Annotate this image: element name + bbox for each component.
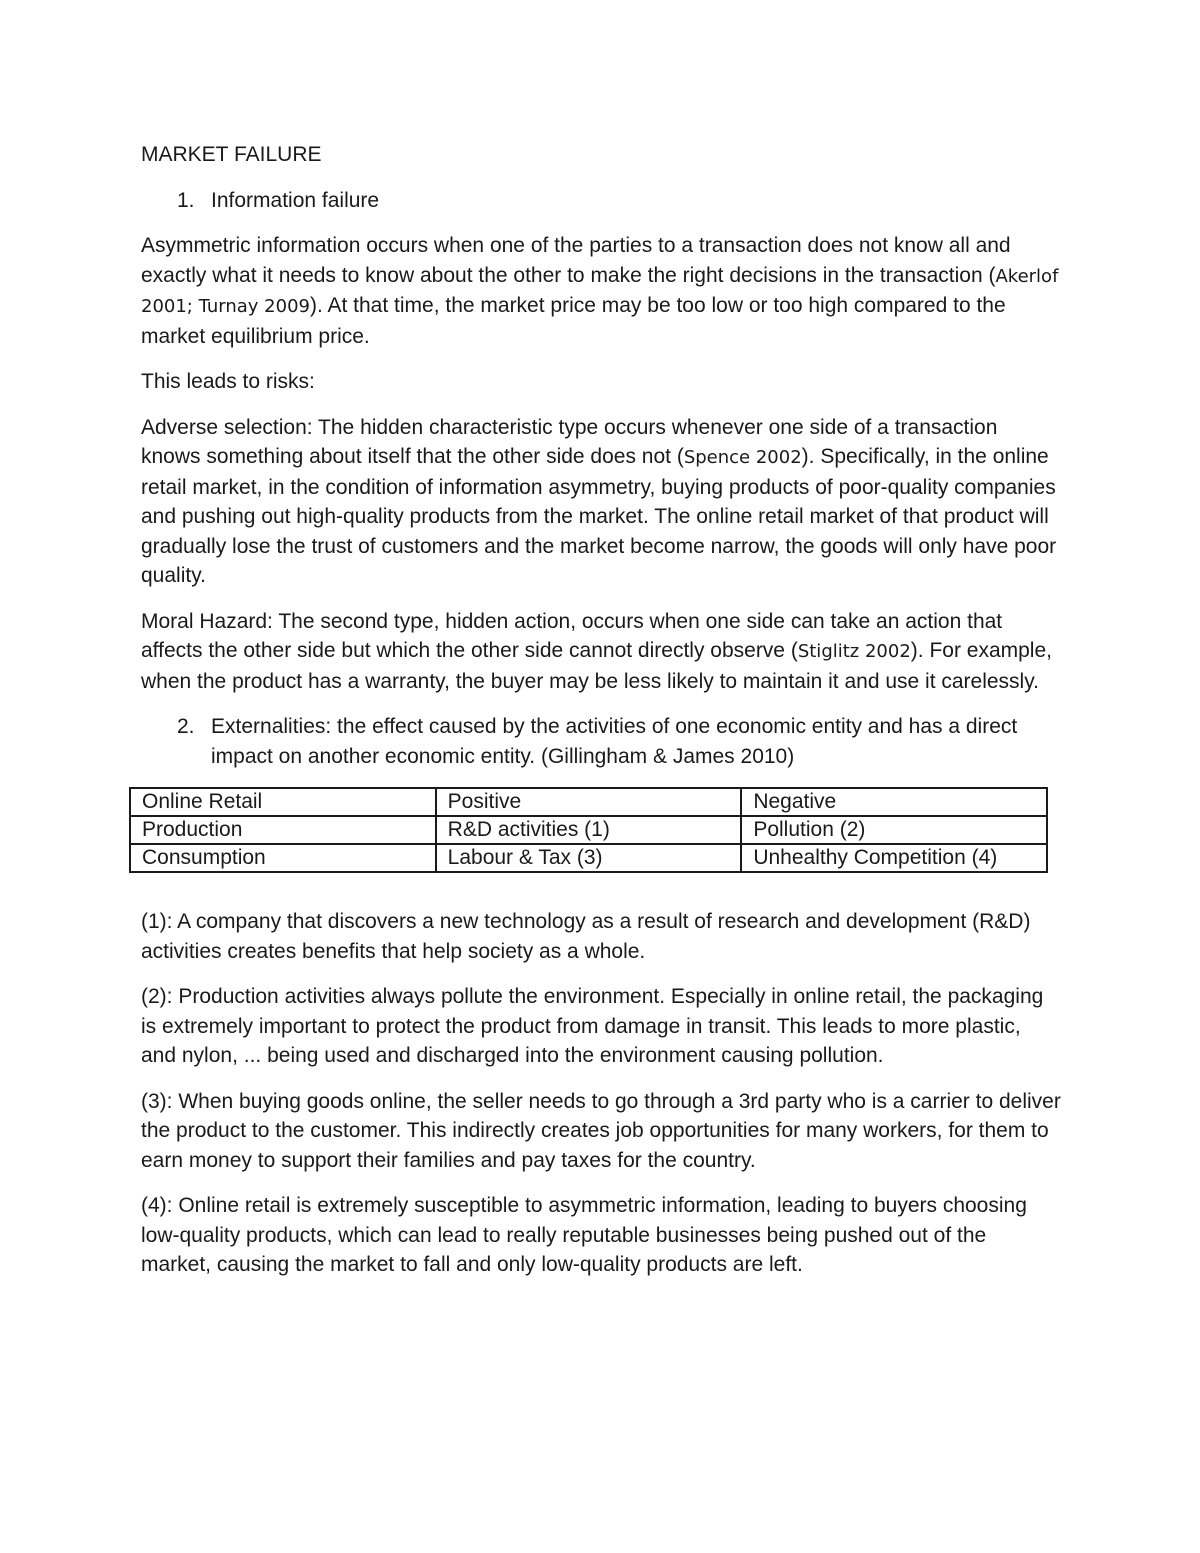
table-header-cell: Negative bbox=[741, 788, 1047, 816]
document-page bbox=[141, 140, 1061, 1296]
note-1-paragraph: (1): A company that discovers a new technology as a result of research and development (R&D) activities creates benefits that help society as a whole. bbox=[141, 910, 1031, 963]
asymmetric-text-a: Asymmetric information occurs when one of the parties to a transaction does not know all and exactly what it needs to know about the other to make the right decisions in the transaction ( bbox=[141, 234, 1011, 287]
table-header-cell: Online Retail bbox=[130, 788, 436, 816]
section-2-text: Externalities: the effect caused by the activities of one economic entity and has a direct impact on another economic entity. (Gillingham & James 2010) bbox=[211, 715, 1018, 768]
table-cell: Consumption bbox=[130, 844, 436, 872]
moral-text-a: Moral Hazard: The second type, hidden action, occurs when one side can take an action that affects the other side but which the other side cannot directly observe ( bbox=[141, 609, 1003, 662]
table-header-row bbox=[130, 788, 1047, 816]
section-1-number: 1. bbox=[177, 188, 195, 212]
table-cell: Pollution (2) bbox=[741, 816, 1047, 844]
adverse-text-b: ). Specifically, in the online retail market, in the condition of information asymmetry, buying products of poor-quality companies and pushing out high-quality products from the market. The online retail market of that product will gradually lose the trust of customers and the market become narrow, the goods will only have poor quality. bbox=[141, 445, 1057, 587]
note-4-paragraph: (4): Online retail is extremely susceptible to asymmetric information, leading to buyers choosing low-quality products, which can lead to really reputable businesses being pushed out of the market, causing the market to fall and only low-quality products are left. bbox=[141, 1194, 1027, 1276]
section-1-heading bbox=[141, 186, 1061, 216]
adverse-selection-paragraph bbox=[141, 413, 1061, 591]
table-row bbox=[130, 844, 1047, 872]
note-2-paragraph: (2): Production activities always pollute the environment. Especially in online retail, the packaging is extremely important to protect the product from damage in transit. This leads to more plastic, and nylon, ... being used and discharged into the environment causing pollution. bbox=[141, 985, 1044, 1067]
note-3-paragraph: (3): When buying goods online, the seller needs to go through a 3rd party who is a carrier to deliver the product to the customer. This indirectly creates job opportunities for many workers, for them to earn money to support their families and pay taxes for the country. bbox=[141, 1089, 1061, 1172]
table-cell: Labour & Tax (3) bbox=[436, 844, 742, 872]
adverse-citation: Spence 2002 bbox=[683, 447, 802, 468]
table-cell: Unhealthy Competition (4) bbox=[741, 844, 1047, 872]
section-1-title: Information failure bbox=[211, 188, 380, 212]
moral-text-b: ). For example, when the product has a warranty, the buyer may be less likely to maintain it and use it carelessly. bbox=[141, 639, 1052, 693]
asymmetric-info-paragraph bbox=[141, 231, 1061, 351]
table-header-cell: Positive bbox=[436, 788, 742, 816]
section-2-heading bbox=[141, 712, 1061, 771]
table-cell: R&D activities (1) bbox=[436, 816, 742, 844]
moral-citation: Stiglitz 2002 bbox=[797, 641, 911, 662]
moral-hazard-paragraph bbox=[141, 607, 1061, 697]
externalities-table bbox=[129, 787, 1048, 873]
page-title: MARKET FAILURE bbox=[141, 143, 322, 166]
adverse-text-a: Adverse selection: The hidden characteristic type occurs whenever one side of a transaction knows something about itself that the other side does not ( bbox=[141, 415, 998, 468]
table-row bbox=[130, 816, 1047, 844]
table-cell: Production bbox=[130, 816, 436, 844]
asymmetric-text-b: ). At that time, the market price may be too low or too high compared to the market equilibrium price. bbox=[141, 294, 1006, 348]
asymmetric-citation: Akerlof 2001; Turnay 2009 bbox=[141, 265, 1059, 317]
section-2-number: 2. bbox=[177, 715, 195, 738]
risks-intro: This leads to risks: bbox=[141, 370, 315, 393]
